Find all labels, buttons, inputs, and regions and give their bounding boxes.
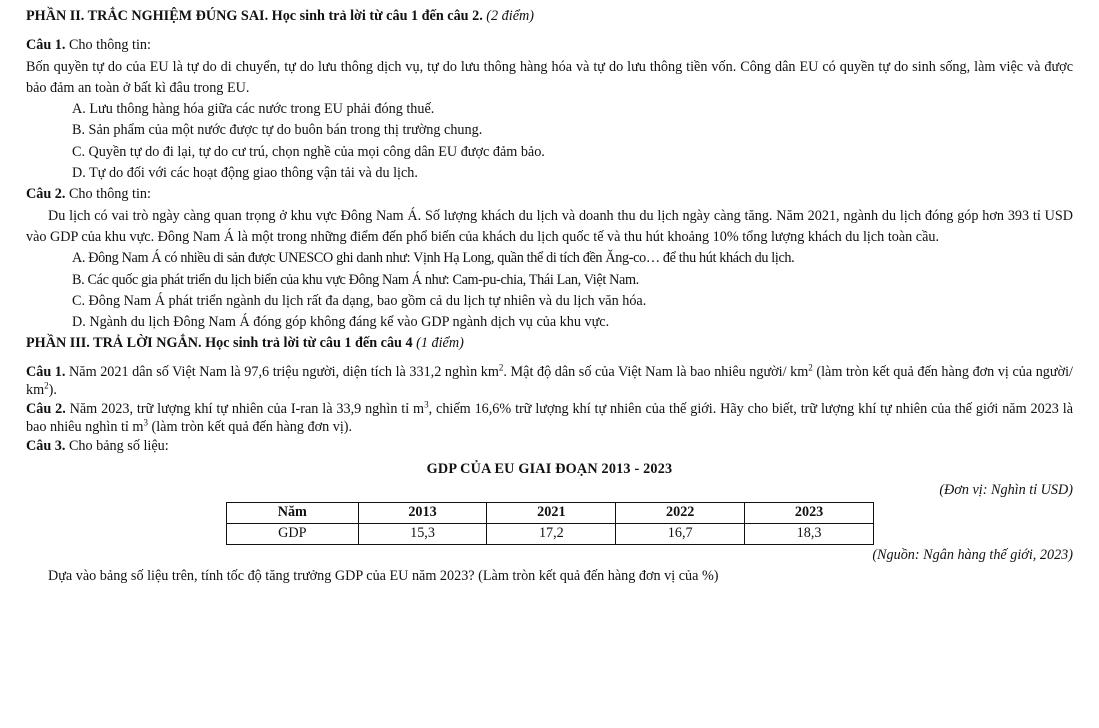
table-cell: 17,2 [487,523,616,544]
option-a: A. Đông Nam Á có nhiều di sản được UNESCO ghi danh như: Vịnh Hạ Long, quần thể di tích đền Ăng-co… để thu hút khách du lịch. [72,250,795,267]
option-c: C. Đông Nam Á phát triển ngành du lịch rất đa dạng, bao gồm cả du lịch tự nhiên và du lịch văn hóa. [72,292,647,309]
question-text: ). [48,382,57,399]
superscript: 3 [143,417,148,428]
question-label: Câu 2. [26,400,66,417]
part2-question-1 [26,35,1073,184]
question-info: Bốn quyền tự do của EU là tự do di chuyển, tự do lưu thông dịch vụ, tự do lưu thông hàng hóa và tự do lưu thông tiền vốn. Công dân EU có quyền tự do sinh sống, làm việc và được bảo đảm an toàn ở bất kì đâu trong EU. [26,58,1073,96]
part2-question-2 [26,184,1073,333]
table-cell: GDP [227,523,359,544]
question-prompt: Cho thông tin: [68,37,151,54]
superscript: 3 [424,398,429,409]
superscript: 2 [498,362,504,373]
question-prompt: Cho bảng số liệu: [68,437,169,454]
table-cell: 15,3 [358,523,487,544]
table-header-cell: 2021 [487,502,616,523]
superscript: 2 [44,380,49,391]
question-text: Năm 2023, trữ lượng khí tự nhiên của I-ran là 33,9 nghìn tỉ m [69,400,425,417]
part3-question-1 [26,363,1073,400]
table-title: GDP CỦA EU GIAI ĐOẠN 2013 - 2023 [426,461,673,478]
part3-heading-text: PHẦN III. TRẢ LỜI NGẮN. Học sinh trả lời từ câu 1 đến câu 4 [26,335,413,352]
option-a: A. Lưu thông hàng hóa giữa các nước trong EU phải đóng thuế. [72,101,435,118]
question-text: Dựa vào bảng số liệu trên, tính tốc độ tăng trưởng GDP của EU năm 2023? (Làm tròn kết quả đến hàng đơn vị của %) [48,567,719,584]
question-prompt: Cho thông tin: [68,186,151,203]
option-b: B. Các quốc gia phát triển du lịch biển của khu vực Đông Nam Á như: Cam-pu-chia, Thái Lan, Việt Nam. [72,271,639,288]
question-text: Năm 2021 dân số Việt Nam là 97,6 triệu người, diện tích là 331,2 nghìn km [69,363,499,380]
question-info: Du lịch có vai trò ngày càng quan trọng ở khu vực Đông Nam Á. Số lượng khách du lịch và doanh thu du lịch ngày càng tăng. Năm 2021, ngành du lịch đóng góp hơn 393 tỉ USD vào GDP của khu vực. Đông Nam Á là một trong những điểm đến phổ biến của khách du lịch quốc tế và thu hút khoảng 10% tổng lượng khách du lịch toàn cầu. [26,207,1073,245]
part2-points: (2 điểm) [486,8,534,24]
table-header-cell: 2013 [358,502,487,523]
table-header-cell: 2022 [616,502,745,523]
part3-question-3 [26,437,1073,588]
option-d: D. Ngành du lịch Đông Nam Á đóng góp không đáng kể vào GDP ngành dịch vụ của khu vực. [72,314,610,331]
question-label: Câu 1. [26,363,66,380]
superscript: 2 [808,362,813,373]
question-text: (làm tròn kết quả đến hàng đơn vị của người/ km [26,363,1073,399]
question-label: Câu 3. [26,437,66,454]
question-text: , chiếm 16,6% trữ lượng khí tự nhiên của thế giới. Hãy cho biết, trữ lượng khí tự nhiên của thế giới năm 2023 là bao nhiêu nghìn tỉ m [26,400,1074,436]
part3-question-2 [26,400,1073,437]
part3-heading [26,333,1073,354]
table-header-row [227,502,874,523]
table-header-cell: Năm [227,502,359,523]
table-cell: 16,7 [616,523,745,544]
question-text: . Mật độ dân số của Việt Nam là bao nhiêu người/ km [503,363,809,380]
table-cell: 18,3 [745,523,874,544]
part2-heading [26,6,1073,27]
part2-heading-text: PHẦN II. TRẮC NGHIỆM ĐÚNG SAI. Học sinh trả lời từ câu 1 đến câu 2. [26,8,483,24]
table-unit: (Đơn vị: Nghìn tỉ USD) [939,482,1073,499]
table-source: (Nguồn: Ngân hàng thế giới, 2023) [872,546,1073,563]
table-header-cell: 2023 [745,502,874,523]
question-label: Câu 2. [26,186,66,203]
question-label: Câu 1. [26,37,66,54]
option-c: C. Quyền tự do đi lại, tự do cư trú, chọn nghề của mọi công dân EU được đảm bảo. [72,143,545,160]
gdp-table [226,502,874,545]
table-row [227,523,874,544]
option-d: D. Tự do đối với các hoạt động giao thông vận tải và du lịch. [72,165,418,182]
question-text: (làm tròn kết quả đến hàng đơn vị). [147,419,353,436]
option-b: B. Sản phẩm của một nước được tự do buôn bán trong thị trường chung. [72,122,483,139]
part3-points: (1 điểm) [416,335,464,352]
